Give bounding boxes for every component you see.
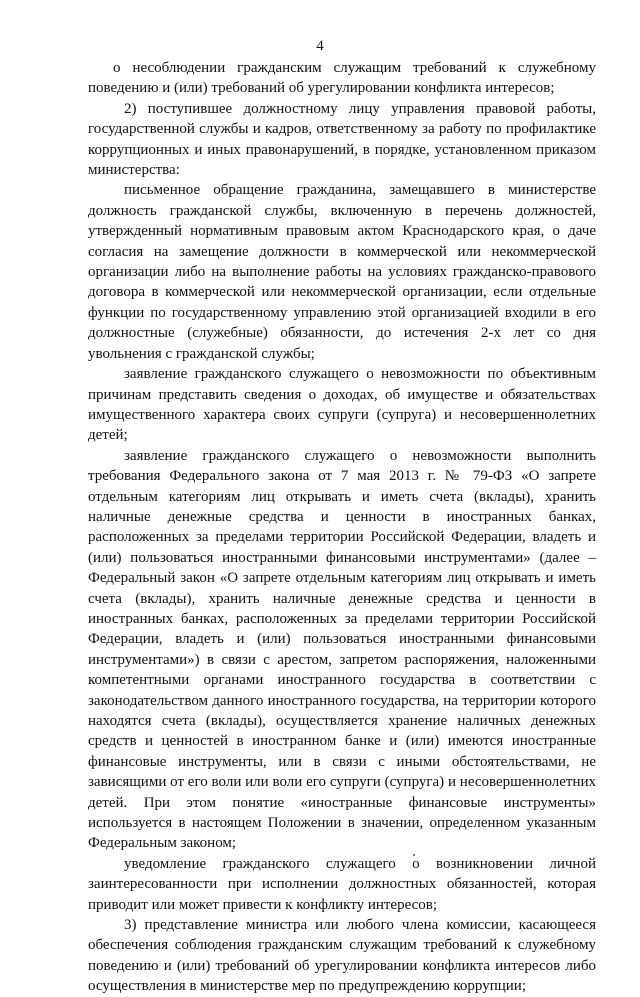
paragraph-written-appeal: письменное обращение гражданина, замещавшего в министерстве должность гражданской службы, включенную в перечень должностей, утвержденный нормативным правовым актом Краснодарского края, о даче согласия на замещение должности в коммерческой или некоммерческой организации либо на выполнение работы на условиях гражданско-правового договора в коммерческой или некоммерческой организации, если отдельные функции по государственному управлению этой организацией входили в его должностные (служебные) обязанности, до истечения 2-х лет со дня увольнения с гражданской службы; <box>88 182 596 362</box>
scan-speck <box>413 854 415 856</box>
paragraph-item-3: 3) представление министра или любого члена комиссии, касающееся обеспечения соблюдения гражданским служащим требований к служебному поведению и (или) требований об урегулировании конфликта интересов либо осуществления в министерстве мер по предупреждению коррупции; <box>88 917 596 995</box>
paragraph-item-2: 2) поступившее должностному лицу управления правовой работы, государственной службы и кадров, ответственному за работу по профилактике коррупционных и иных правонарушений, в порядке, установленном приказом министерства: <box>88 100 596 179</box>
paragraph-continuation: о несоблюдении гражданским служащим требований к служебному поведению и (или) требований об урегулировании конфликта интересов; <box>88 60 596 97</box>
paragraph-conflict-notice: уведомление гражданского служащего о возникновении личной заинтересованности при исполнении должностных обязанностей, которая приводит или может привести к конфликту интересов; <box>88 855 596 913</box>
page-number: 4 <box>316 38 324 54</box>
document-body <box>88 58 596 997</box>
paragraph-income-statement: заявление гражданского служащего о невозможности по объективным причинам представить сведения о доходах, об имуществе и обязательствах имущественного характера своих супруги (супруга) и несовершеннолетних детей; <box>88 366 596 444</box>
paragraph-foreign-accounts: заявление гражданского служащего о невозможности выполнить требования Федерального закона от 7 мая 2013 г. № 79-ФЗ «О запрете отдельным категориям лиц открывать и иметь счета (вклады), хранить наличные денежные средства и ценности в иностранных банках, расположенных за пределами территории Российской Федерации, владеть и (или) пользоваться иностранными финансовыми инструментами» (далее – Федеральный закон «О запрете отдельным категориям лиц открывать и иметь счета (вклады), хранить наличные денежные средства и ценности в иностранных банках, расположенных за пределами территории Российской Федерации, владеть и (или) пользоваться иностранными финансовыми инструментами») в связи с арестом, запретом распоряжения, наложенными компетентными органами иностранного государства в соответствии с законодательством данного иностранного государства, на территории которого находятся счета (вклады), осуществляется хранение наличных денежных средств и ценностей в иностранном банке и (или) имеются иностранные финансовые инструменты, или в связи с иными обстоятельствами, не зависящими от его воли или воли его супруги (супруга) и несовершеннолетних детей. При этом понятие «иностранные финансовые инструменты» используется в настоящем Положении в значении, определенном указанным Федеральным законом; <box>88 447 596 852</box>
